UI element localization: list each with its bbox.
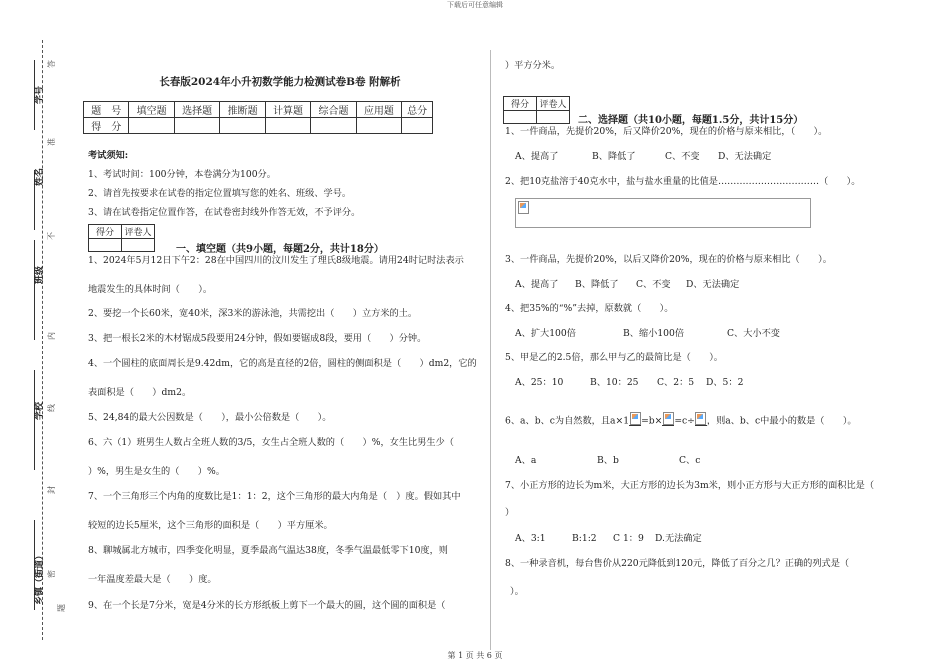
page-header-note: 下载后可任意编辑 bbox=[447, 1, 503, 9]
q7-fill-line1: 7、一个三角形三个内角的度数比是1：1：2，这个三角形的最大内角是（ ）度。假如其中 bbox=[88, 491, 461, 502]
choice-q4: 4、把35%的“%”去掉，原数就（ ）。 bbox=[505, 303, 674, 314]
q7-option-c[interactable]: C 1：9 bbox=[613, 533, 644, 544]
q1-option-b[interactable]: B、降低了 bbox=[592, 151, 636, 162]
q5-option-a[interactable]: A、25：10 bbox=[515, 377, 564, 388]
cut-mark-nei: 内 bbox=[47, 332, 56, 340]
q6-option-b[interactable]: B、b bbox=[597, 455, 619, 466]
q2-answer-image-box bbox=[515, 198, 811, 228]
score-cell[interactable] bbox=[356, 118, 401, 134]
q3-fill: 3、把一根长2米的木材锯成5段要用24分钟，假如要锯成8段，要用（ ）分钟。 bbox=[88, 333, 427, 344]
q1-option-a[interactable]: A、提高了 bbox=[515, 151, 559, 162]
image-placeholder-icon bbox=[695, 412, 706, 425]
q3-option-d[interactable]: D、无法确定 bbox=[686, 279, 740, 290]
score-header-cell: 计算题 bbox=[265, 102, 310, 118]
score-header-cell: 填空题 bbox=[129, 102, 174, 118]
cut-mark-zhun: 准 bbox=[47, 138, 56, 146]
choice-q1: 1、一件商品，先提价20%，后又降价20%，现在的价格与原来相比，（ ）。 bbox=[505, 126, 828, 137]
sidebar-label-name: 姓名 bbox=[35, 167, 45, 186]
score-table-header-row bbox=[84, 102, 433, 118]
q4-fill-line1: 4、一个圆柱的底面周长是9.42dm，它的高是直径的2倍，圆柱的侧面积是（ ）dm2，它的 bbox=[88, 358, 477, 369]
q7-option-b[interactable]: B:1:2 bbox=[572, 533, 597, 544]
q7-option-d[interactable]: D.无法确定 bbox=[655, 533, 702, 544]
q4-option-a[interactable]: A、扩大100倍 bbox=[515, 328, 576, 339]
sidebar-label-student-id: 学号 bbox=[35, 85, 45, 104]
fraction-image-3 bbox=[695, 412, 707, 430]
q2-fill: 2、要挖一个长60米，宽40米，深3米的游泳池，共需挖出（ ）立方米的土。 bbox=[88, 308, 418, 319]
grader-score-cell[interactable] bbox=[89, 239, 122, 252]
q7-option-a[interactable]: A、3:1 bbox=[515, 533, 546, 544]
score-row-label: 得 分 bbox=[84, 118, 129, 134]
fraction-image-1 bbox=[629, 412, 641, 430]
grader-name-cell[interactable] bbox=[122, 239, 155, 252]
q6-text-post: ，则a、b、c中最小的数是（ ）。 bbox=[706, 415, 857, 427]
grader-name-cell[interactable] bbox=[537, 111, 570, 124]
choice-q7: 7、小正方形的边长为m米，大正方形的边长为3m米，则小正方形与大正方形的面积比是（ bbox=[505, 480, 875, 491]
q6-text-pre: 6、a、b、c为自然数，且a×1 bbox=[505, 415, 630, 427]
q8-fill-line1: 8、聊城属北方城市，四季变化明显，夏季最高气温达38度，冬季气温最低零下10度，则 bbox=[88, 545, 448, 556]
sidebar-label-township: 乡镇（街道） bbox=[35, 550, 45, 605]
q1-fill-line2: 地震发生的具体时间（ ）。 bbox=[88, 284, 213, 295]
q8-end: ）。 bbox=[510, 586, 524, 597]
q1-fill-line1: 1、2024年5月12日下午2：28在中国四川的汶川发生了理氏8级地震。请用24时记时法表示 bbox=[88, 255, 464, 266]
grader-table-2 bbox=[503, 96, 570, 124]
notice-item: 1、考试时间：100分钟，本卷满分为100分。 bbox=[88, 169, 276, 180]
fill-line-class bbox=[34, 240, 35, 340]
score-cell[interactable] bbox=[311, 118, 356, 134]
q3-option-b[interactable]: B、降低了 bbox=[575, 279, 619, 290]
grader-score-label: 得分 bbox=[89, 225, 122, 239]
score-header-cell: 综合题 bbox=[311, 102, 356, 118]
image-placeholder-icon bbox=[663, 412, 674, 425]
choice-q3: 3、一件商品，先提价20%，以后又降价20%，现在的价格与原来相比（ ）。 bbox=[505, 254, 832, 265]
score-header-cell: 题 号 bbox=[84, 102, 129, 118]
cut-mark-da: 答 bbox=[47, 60, 56, 68]
cut-mark-ti: 题 bbox=[57, 604, 66, 612]
q7-fill-line2: 较短的边长5厘米，这个三角形的面积是（ ）平方厘米。 bbox=[88, 520, 333, 531]
score-cell[interactable] bbox=[174, 118, 219, 134]
score-header-cell: 推断题 bbox=[220, 102, 265, 118]
score-cell[interactable] bbox=[129, 118, 174, 134]
q6-text-mid2: =c÷ bbox=[674, 415, 695, 427]
score-cell[interactable] bbox=[220, 118, 265, 134]
grader-score-cell[interactable] bbox=[504, 111, 537, 124]
image-placeholder-icon bbox=[630, 412, 641, 425]
cut-mark-mi: 密 bbox=[47, 570, 56, 578]
notice-item: 2、请首先按要求在试卷的指定位置填写您的姓名、班级、学号。 bbox=[88, 188, 352, 199]
score-table bbox=[83, 101, 433, 134]
section2-heading: 二、选择题（共10小题，每题1.5分，共计15分） bbox=[578, 115, 804, 126]
notice-heading: 考试须知: bbox=[88, 150, 129, 161]
grader-score-label: 得分 bbox=[504, 97, 537, 111]
q5-option-b[interactable]: B、10：25 bbox=[590, 377, 639, 388]
score-header-cell: 总分 bbox=[402, 102, 433, 118]
choice-q6 bbox=[505, 412, 857, 430]
sidebar-label-class: 班级 bbox=[35, 265, 45, 284]
q6-option-c[interactable]: C、c bbox=[679, 455, 701, 466]
q4-fill-line2: 表面积是（ ）dm2。 bbox=[88, 387, 192, 398]
choice-q8: 8、一种录音机，每台售价从220元降低到120元，降低了百分之几？正确的列式是（ bbox=[505, 558, 850, 569]
q8-fill-line2: 一年温度差最大是（ ）度。 bbox=[88, 574, 217, 585]
exam-title: 长春版2024年小升初数学能力检测试卷B卷 附解析 bbox=[159, 76, 401, 88]
q6-option-a[interactable]: A、a bbox=[515, 455, 537, 466]
cut-mark-xian: 线 bbox=[47, 404, 56, 412]
grader-name-label: 评卷人 bbox=[122, 225, 155, 239]
score-cell[interactable] bbox=[265, 118, 310, 134]
score-cell[interactable] bbox=[402, 118, 433, 134]
q1-option-d[interactable]: D、无法确定 bbox=[718, 151, 772, 162]
q9-fill: 9、在一个长是7分米，宽是4分米的长方形纸板上剪下一个最大的圆，这个圆的面积是（ bbox=[88, 600, 446, 611]
notice-item: 3、请在试卷指定位置作答，在试卷密封线外作答无效，不予评分。 bbox=[88, 207, 361, 218]
q5-option-d[interactable]: D、5：2 bbox=[706, 377, 744, 388]
cut-mark-bu: 不 bbox=[47, 232, 56, 240]
q4-option-c[interactable]: C、大小不变 bbox=[727, 328, 780, 339]
choice-q5: 5、甲是乙的2.5倍，那么甲与乙的最简比是（ ）。 bbox=[505, 352, 723, 363]
cut-mark-feng: 封 bbox=[47, 486, 56, 494]
q7-paren-close: ） bbox=[505, 507, 515, 518]
q4-option-b[interactable]: B、缩小100倍 bbox=[623, 328, 685, 339]
section1-heading: 一、填空题（共9小题，每题2分，共计18分） bbox=[176, 244, 384, 255]
q5-option-c[interactable]: C、2：5 bbox=[657, 377, 695, 388]
q6-fill-line2: ）%，男生是女生的（ ）%。 bbox=[88, 466, 225, 477]
score-table-score-row bbox=[84, 118, 433, 134]
q6-text-mid1: =b× bbox=[641, 415, 663, 427]
grader-table-1 bbox=[88, 224, 155, 252]
broken-image-icon bbox=[518, 201, 529, 214]
q3-option-c[interactable]: C、不变 bbox=[636, 279, 671, 290]
score-header-cell: 选择题 bbox=[174, 102, 219, 118]
q1-option-c[interactable]: C、不变 bbox=[665, 151, 700, 162]
column-divider bbox=[490, 50, 491, 650]
choice-q2: 2、把10克盐溶于40克水中，盐与盐水重量的比值是……………………………（ ）。 bbox=[505, 176, 861, 187]
q6-fill-line1: 6、六（1）班男生人数占全班人数的3/5，女生占全班人数的（ ）%，女生比男生少（ bbox=[88, 437, 454, 448]
grader-name-label: 评卷人 bbox=[537, 97, 570, 111]
fill-line-school bbox=[34, 370, 35, 470]
fraction-image-2 bbox=[662, 412, 674, 430]
page-footer: 第 1 页 共 6 页 bbox=[447, 651, 503, 660]
q9-continuation: ）平方分米。 bbox=[505, 60, 561, 71]
q3-option-a[interactable]: A、提高了 bbox=[515, 279, 559, 290]
sidebar-label-school: 学校 bbox=[35, 401, 45, 420]
q5-fill: 5、24,84的最大公因数是（ ），最小公倍数是（ ）。 bbox=[88, 412, 332, 423]
score-header-cell: 应用题 bbox=[356, 102, 401, 118]
